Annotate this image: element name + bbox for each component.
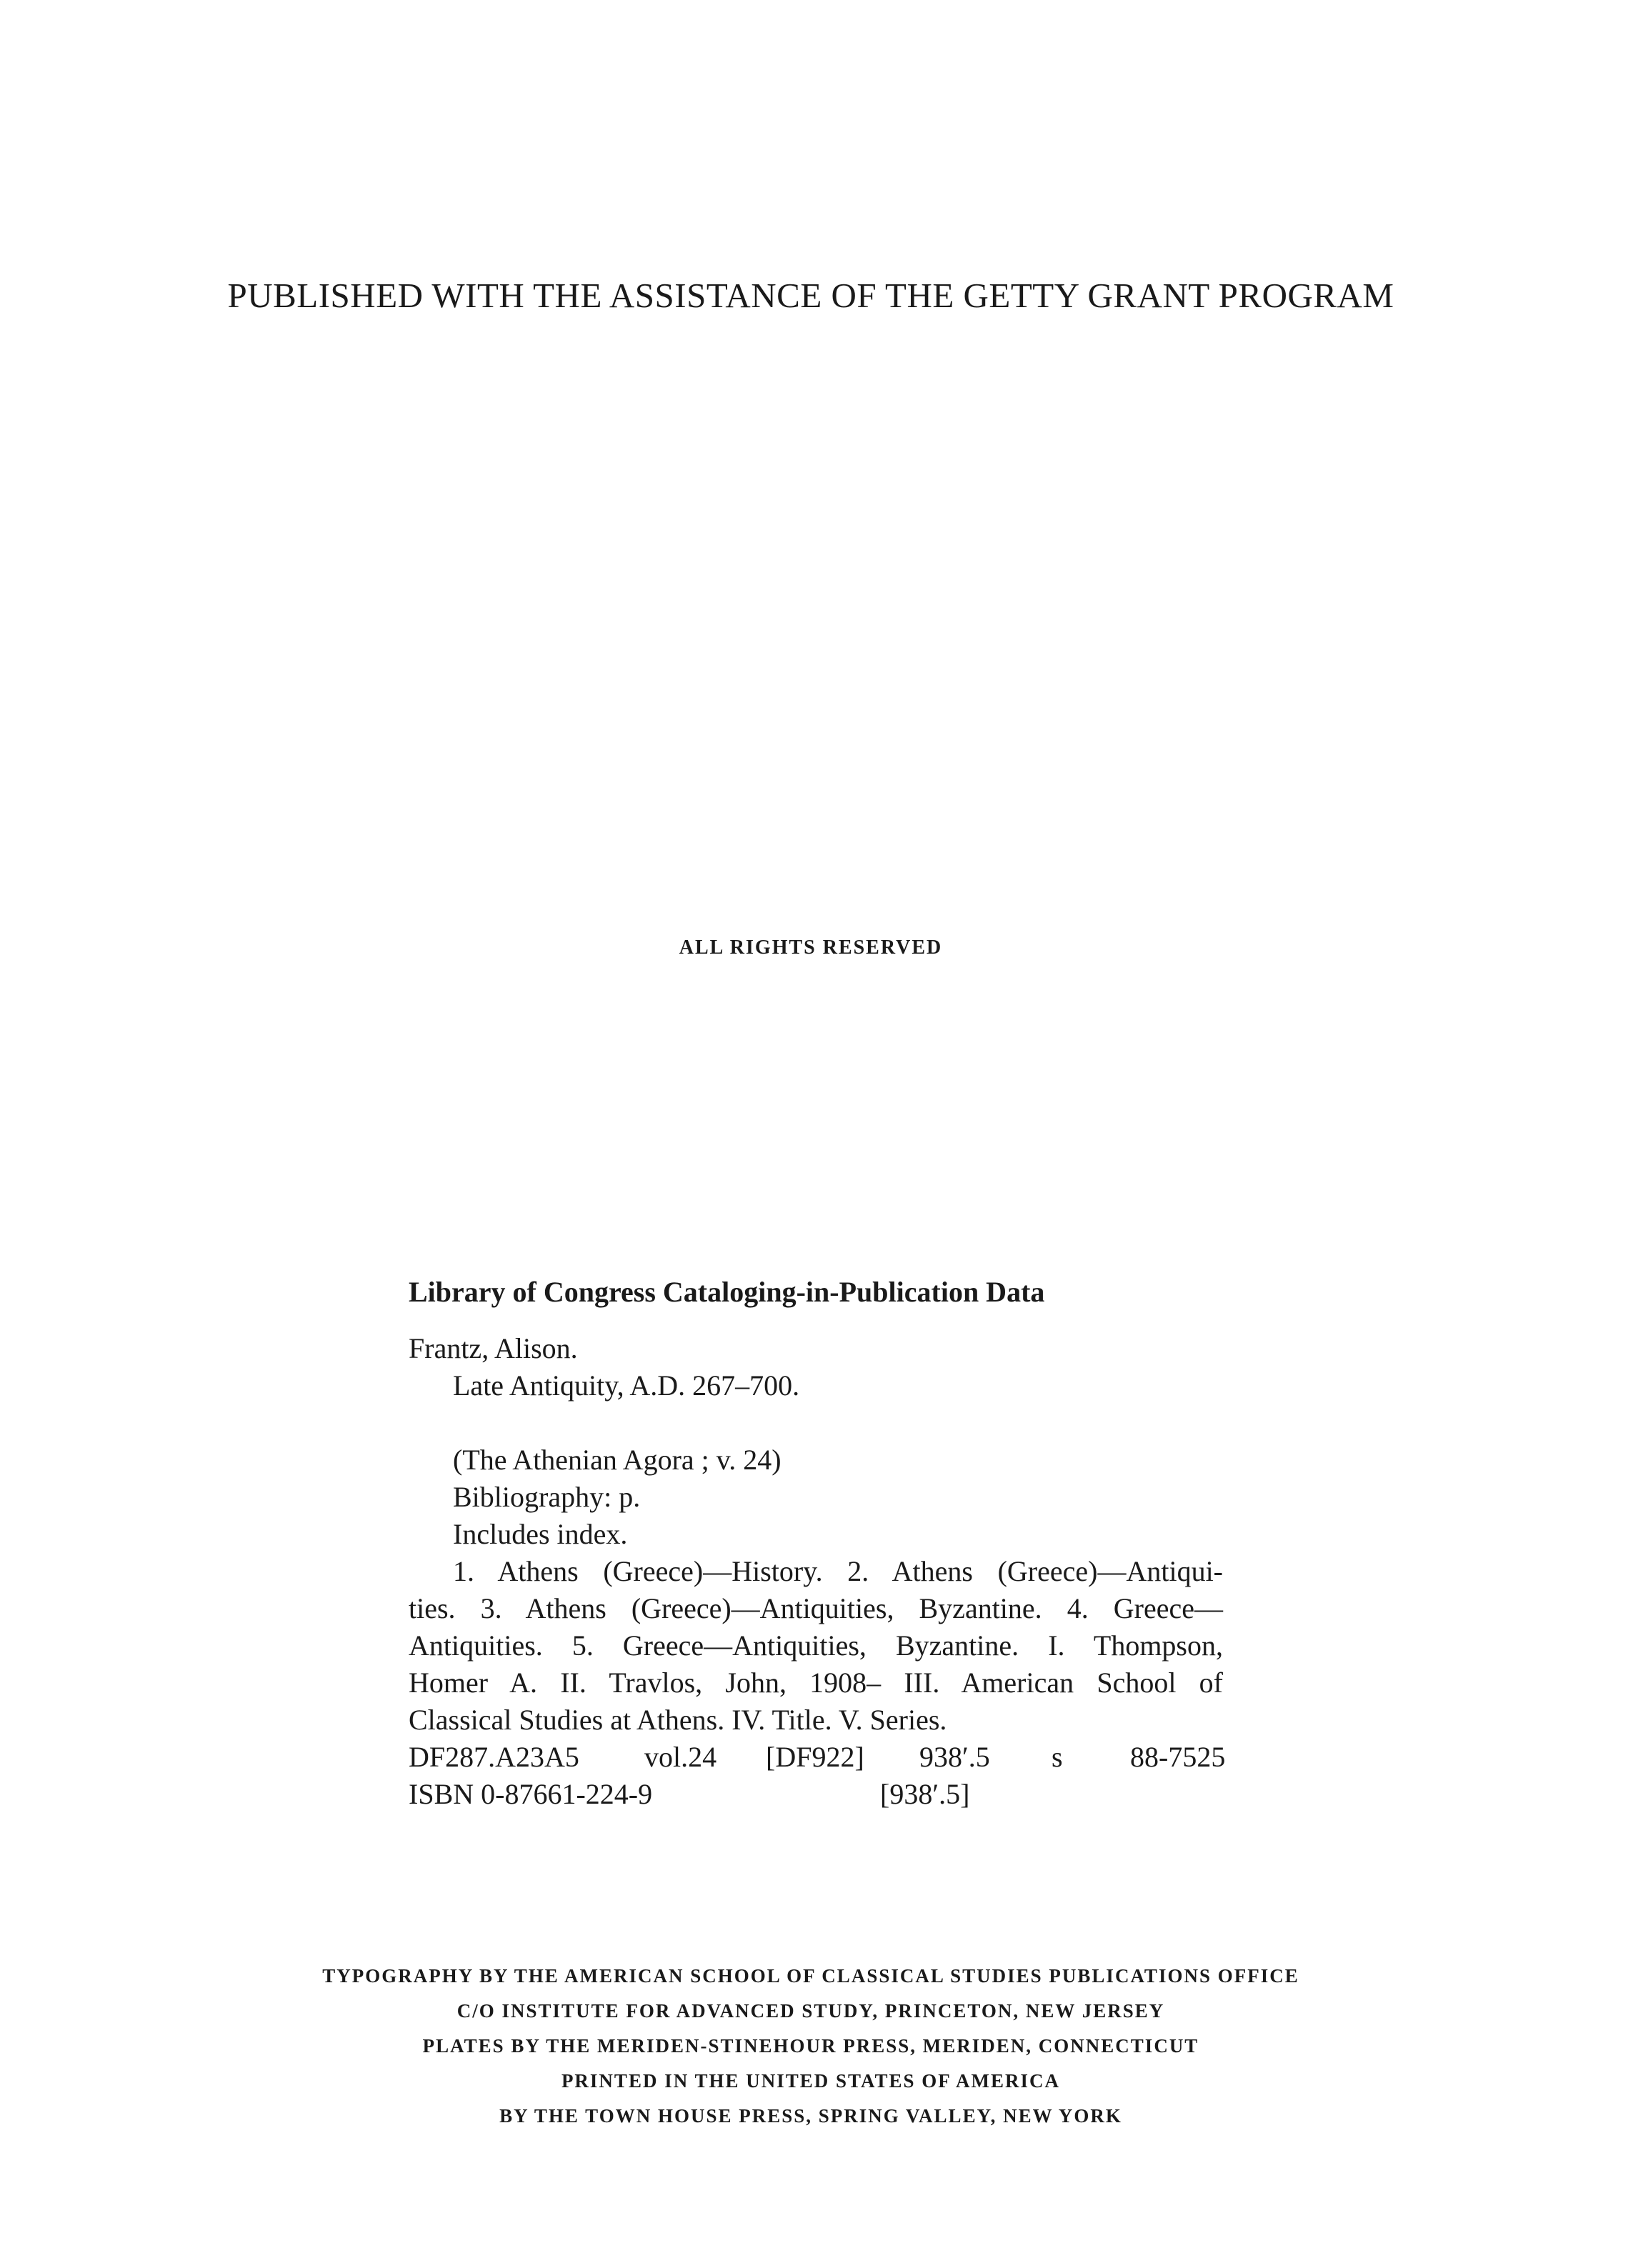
imprint-block — [0, 1959, 1622, 2134]
cip-subject-line: Antiquities. 5. Greece—Antiquities, Byzantine. I. Thompson, — [409, 1629, 1223, 1662]
cip-spacer — [409, 1404, 1223, 1442]
cip-lccn: 88-7525 — [1130, 1741, 1226, 1773]
cip-title: Late Antiquity, A.D. 267–700. — [453, 1369, 800, 1402]
grant-statement: PUBLISHED WITH THE ASSISTANCE OF THE GETTY GRANT PROGRAM — [227, 276, 1394, 315]
cip-dewey-suffix: s — [1052, 1741, 1063, 1773]
imprint-line: PRINTED IN THE UNITED STATES OF AMERICA — [561, 2070, 1061, 2092]
imprint-line: PLATES BY THE MERIDEN-STINEHOUR PRESS, MERIDEN, CONNECTICUT — [422, 2035, 1199, 2057]
cip-subject-line: Homer A. II. Travlos, John, 1908– III. American School of — [409, 1667, 1223, 1699]
cip-subject-line: 1. Athens (Greece)—History. 2. Athens (Greece)—Antiqui- — [453, 1555, 1223, 1587]
cip-series: (The Athenian Agora ; v. 24) — [453, 1444, 781, 1476]
cip-dewey-number: 938′.5 — [919, 1741, 990, 1773]
cip-author: Frantz, Alison. — [409, 1332, 578, 1364]
cip-block — [409, 1275, 1226, 1813]
cip-index-note: Includes index. — [453, 1518, 628, 1550]
cip-isbn: ISBN 0-87661-224-9 — [409, 1778, 653, 1810]
cip-lc-call-number: DF287.A23A5 — [409, 1741, 579, 1773]
cip-dewey-alt: [938′.5] — [880, 1778, 970, 1810]
cip-subject-line: ties. 3. Athens (Greece)—Antiquities, Byzantine. 4. Greece— — [409, 1592, 1223, 1624]
cip-subject-line: Classical Studies at Athens. IV. Title. V. Series. — [409, 1704, 947, 1736]
cip-heading: Library of Congress Cataloging-in-Publication Data — [409, 1276, 1045, 1308]
cip-call-number-row — [409, 1739, 1226, 1776]
imprint-line: BY THE TOWN HOUSE PRESS, SPRING VALLEY, NEW YORK — [499, 2105, 1122, 2127]
cip-bibliography: Bibliography: p. — [453, 1481, 641, 1513]
cip-volume: vol.24 — [644, 1741, 717, 1773]
rights-notice: ALL RIGHTS RESERVED — [679, 936, 943, 959]
cip-alt-lc-number: [DF922] — [766, 1741, 864, 1773]
imprint-line: C/O INSTITUTE FOR ADVANCED STUDY, PRINCETON, NEW JERSEY — [456, 2000, 1165, 2022]
cip-isbn-row — [409, 1776, 1223, 1813]
imprint-line: TYPOGRAPHY BY THE AMERICAN SCHOOL OF CLASSICAL STUDIES PUBLICATIONS OFFICE — [322, 1965, 1299, 1987]
